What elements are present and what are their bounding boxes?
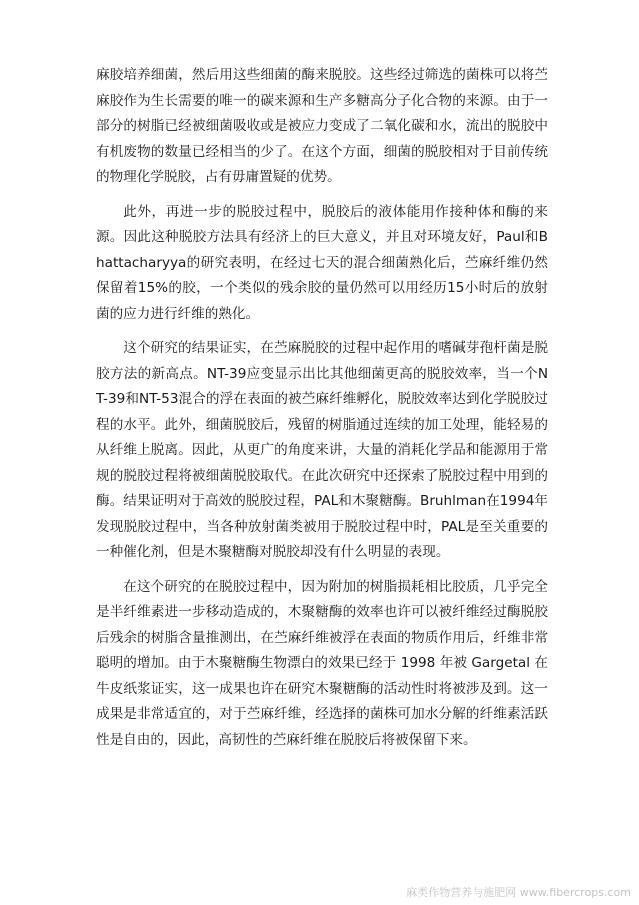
- paragraph-3: 这个研究的结果证实，在苎麻脱胶的过程中起作用的嗜碱芽孢杆菌是脱胶方法的新高点。NT-39应变显示出比其他细菌更高的脱胶效率，当一个NT-39和NT-53混合的浮在表面的被苎麻纤维孵化，脱胶效率达到化学脱胶过程的水平。此外，细菌脱胶后，残留的树脂通过连续的加工处理，能轻易的从纤维上脱离。因此，从更广的角度来讲，大量的消耗化学品和能源用于常规的脱胶过程将被细菌脱胶取代。在此次研究中还探索了脱胶过程中用到的酶。结果证明对于高效的脱胶过程，PAL和木聚糖酶。Bruhlman在1994年发现脱胶过程中，当各种放射菌类被用于脱胶过程中时，PAL是至关重要的一种催化剂，但是木聚糖酶对脱胶却没有什么明显的表现。: [96, 340, 548, 560]
- body-text: [96, 63, 548, 762]
- site-watermark: 麻类作物营养与施肥网 www.fibercrops.com: [406, 886, 631, 899]
- paragraph-4: 在这个研究的在脱胶过程中，因为附加的树脂损耗相比胶质，几乎完全是半纤维素进一步移动造成的，木聚糖酶的效率也许可以被纤维经过酶脱胶后残余的树脂含量推测出，在苎麻纤维被浮在表面的物质作用后，纤维非常聪明的增加。由于木聚糖酶生物漂白的效果已经于 1998 年被 Gargetal 在牛皮纸浆证实，这一成果也许在研究木聚糖酶的活动性时将被涉及到。这一成果是非常适宜的，对于苎麻纤维，经选择的菌株可加水分解的纤维素活跃性是自由的，因此，高韧性的苎麻纤维在脱胶后将被保留下来。: [96, 578, 548, 748]
- paragraph-2: 此外，再进一步的脱胶过程中，脱胶后的液体能用作接种体和酶的来源。因此这种脱胶方法具有经济上的巨大意义，并且对环境友好，Paul和Bhattacharyya的研究表明，在经过七天的混合细菌熟化后，苎麻纤维仍然保留着15%的胶，一个类似的残余胶的量仍然可以用经历15小时后的放射菌的应力进行纤维的熟化。: [96, 203, 548, 322]
- paragraph-1: 麻胶培养细菌，然后用这些细菌的酶来脱胶。这些经过筛选的菌株可以将苎麻胶作为生长需要的唯一的碳来源和生产多糖高分子化合物的来源。由于一部分的树脂已经被细菌吸收或是被应力变成了二氧化碳和水，流出的脱胶中有机废物的数量已经相当的少了。在这个方面，细菌的脱胶相对于目前传统的物理化学脱胶，占有毋庸置疑的优势。: [96, 67, 548, 185]
